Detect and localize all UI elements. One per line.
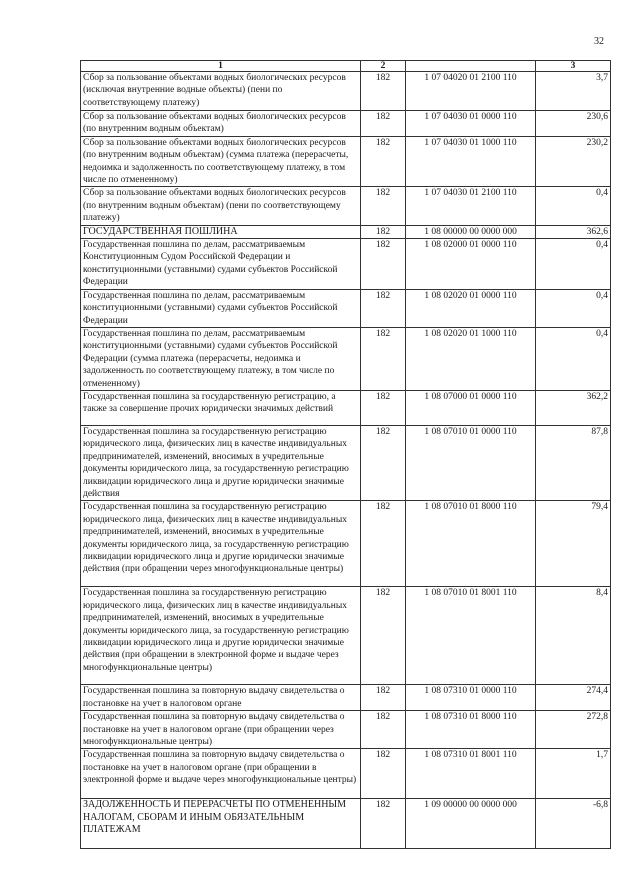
row-budget-code: 1 08 00000 00 0000 000: [406, 225, 536, 238]
table-row: [81, 711, 611, 749]
row-admin-code: 182: [361, 289, 406, 327]
header-cell-3: 3: [536, 61, 611, 72]
row-budget-code: 1 09 00000 00 0000 000: [406, 799, 536, 849]
row-budget-code: 1 08 02020 01 0000 110: [406, 289, 536, 327]
table-row: [81, 187, 611, 225]
row-value: 1,7: [536, 749, 611, 799]
row-value: 3,7: [536, 72, 611, 111]
row-admin-code: 182: [361, 799, 406, 849]
table-row: [81, 327, 611, 390]
row-budget-code: 1 08 02000 01 0000 110: [406, 239, 536, 290]
table-row: [81, 136, 611, 187]
row-name: Сбор за пользование объектами водных биологических ресурсов (по внутренним водным объектам) (сумма платежа (перерасчеты, недоимка и задолженность по соответствующему платежу, в том числе по отмененному): [81, 136, 361, 187]
row-admin-code: 182: [361, 425, 406, 500]
row-admin-code: 182: [361, 187, 406, 225]
row-budget-code: 1 07 04030 01 0000 110: [406, 111, 536, 137]
table-row: [81, 799, 611, 849]
row-admin-code: 182: [361, 587, 406, 685]
row-name: Государственная пошлина по делам, рассматриваемым конституционными (уставными) судами субъектов Российской Федерации (сумма платежа (перерасчеты, недоимка и задолженность по соответствующему платежу, в том числе по отмененному): [81, 327, 361, 390]
row-admin-code: 182: [361, 711, 406, 749]
row-admin-code: 182: [361, 239, 406, 290]
row-value: -6,8: [536, 799, 611, 849]
row-value: 230,6: [536, 111, 611, 137]
row-admin-code: 182: [361, 111, 406, 137]
row-name: Государственная пошлина за государственную регистрацию юридического лица, физических лиц в качестве индивидуальных предпринимателей, изменений, вносимых в учредительные документы юридического лица, за государственную регистрацию ликвидации юридического лица и другие юридически значимые действия (при обращении в электронной форме и выдаче через многофункциональные центры): [81, 587, 361, 685]
row-admin-code: 182: [361, 327, 406, 390]
row-name: Сбор за пользование объектами водных биологических ресурсов (по внутренним водным объектам) (пени по соответствующему платежу): [81, 187, 361, 225]
row-admin-code: 182: [361, 225, 406, 238]
row-name: Государственная пошлина за государственную регистрацию юридического лица, физических лиц в качестве индивидуальных предпринимателей, изменений, вносимых в учредительные документы юридического лица, за государственную регистрацию ликвидации юридического лица и другие юридически значимые действия: [81, 425, 361, 500]
header-row: [81, 61, 611, 72]
header-cell-2b: [406, 61, 536, 72]
row-name: Государственная пошлина за повторную выдачу свидетельства о постановке на учет в налоговом органе (при обращении через многофункциональные центры): [81, 711, 361, 749]
row-admin-code: 182: [361, 501, 406, 587]
header-cell-2: 2: [361, 61, 406, 72]
budget-table: [80, 60, 611, 849]
row-value: 87,8: [536, 425, 611, 500]
table-row: [81, 749, 611, 799]
row-name: Государственная пошлина за повторную выдачу свидетельства о постановке на учет в налоговом органе (при обращении в электронной форме и выдаче через многофункциональные центры): [81, 749, 361, 799]
row-name: Государственная пошлина по делам, рассматриваемым Конституционным Судом Российской Федерации и конституционными (уставными) судами субъектов Российской Федерации: [81, 239, 361, 290]
row-admin-code: 182: [361, 749, 406, 799]
row-value: 272,8: [536, 711, 611, 749]
row-value: 0,4: [536, 327, 611, 390]
row-name: ГОСУДАРСТВЕННАЯ ПОШЛИНА: [81, 225, 361, 238]
row-budget-code: 1 08 07010 01 8001 110: [406, 587, 536, 685]
row-value: 230,2: [536, 136, 611, 187]
table-row: [81, 390, 611, 425]
table-row: [81, 225, 611, 238]
row-budget-code: 1 07 04030 01 1000 110: [406, 136, 536, 187]
row-value: 0,4: [536, 187, 611, 225]
table-row: [81, 685, 611, 711]
row-name: Сбор за пользование объектами водных биологических ресурсов (исключая внутренние водные объекты) (пени по соответствующему платежу): [81, 72, 361, 111]
row-budget-code: 1 08 07010 01 0000 110: [406, 425, 536, 500]
row-name: Государственная пошлина за государственную регистрацию юридического лица, физических лиц в качестве индивидуальных предпринимателей, изменений, вносимых в учредительные документы юридического лица, за государственную регистрацию ликвидации юридического лица и другие юридически значимые действия (при обращении через многофункциональные центры): [81, 501, 361, 587]
table-row: [81, 289, 611, 327]
row-admin-code: 182: [361, 390, 406, 425]
row-budget-code: 1 08 02020 01 1000 110: [406, 327, 536, 390]
row-name: Государственная пошлина за государственную регистрацию, а также за совершение прочих юридически значимых действий: [81, 390, 361, 425]
row-name: Сбор за пользование объектами водных биологических ресурсов (по внутренним водным объектам): [81, 111, 361, 137]
table-row: [81, 425, 611, 500]
row-name: ЗАДОЛЖЕННОСТЬ И ПЕРЕРАСЧЕТЫ ПО ОТМЕНЕННЫМ НАЛОГАМ, СБОРАМ И ИНЫМ ОБЯЗАТЕЛЬНЫМ ПЛАТЕЖАМ: [81, 799, 361, 849]
table-row: [81, 111, 611, 137]
row-budget-code: 1 08 07010 01 8000 110: [406, 501, 536, 587]
row-budget-code: 1 07 04020 01 2100 110: [406, 72, 536, 111]
row-admin-code: 182: [361, 685, 406, 711]
table-row: [81, 587, 611, 685]
page-number: 32: [594, 36, 604, 47]
row-budget-code: 1 08 07000 01 0000 110: [406, 390, 536, 425]
row-name: Государственная пошлина за повторную выдачу свидетельства о постановке на учет в налоговом органе: [81, 685, 361, 711]
row-value: 362,2: [536, 390, 611, 425]
row-admin-code: 182: [361, 136, 406, 187]
row-budget-code: 1 08 07310 01 0000 110: [406, 685, 536, 711]
table-row: [81, 72, 611, 111]
row-budget-code: 1 08 07310 01 8000 110: [406, 711, 536, 749]
row-budget-code: 1 07 04030 01 2100 110: [406, 187, 536, 225]
row-name: Государственная пошлина по делам, рассматриваемым конституционными (уставными) судами субъектов Российской Федерации: [81, 289, 361, 327]
row-value: 0,4: [536, 289, 611, 327]
row-value: 274,4: [536, 685, 611, 711]
row-budget-code: 1 08 07310 01 8001 110: [406, 749, 536, 799]
table-row: [81, 239, 611, 290]
header-cell-1: 1: [81, 61, 361, 72]
row-value: 362,6: [536, 225, 611, 238]
row-value: 0,4: [536, 239, 611, 290]
row-admin-code: 182: [361, 72, 406, 111]
table-row: [81, 501, 611, 587]
row-value: 8,4: [536, 587, 611, 685]
row-value: 79,4: [536, 501, 611, 587]
